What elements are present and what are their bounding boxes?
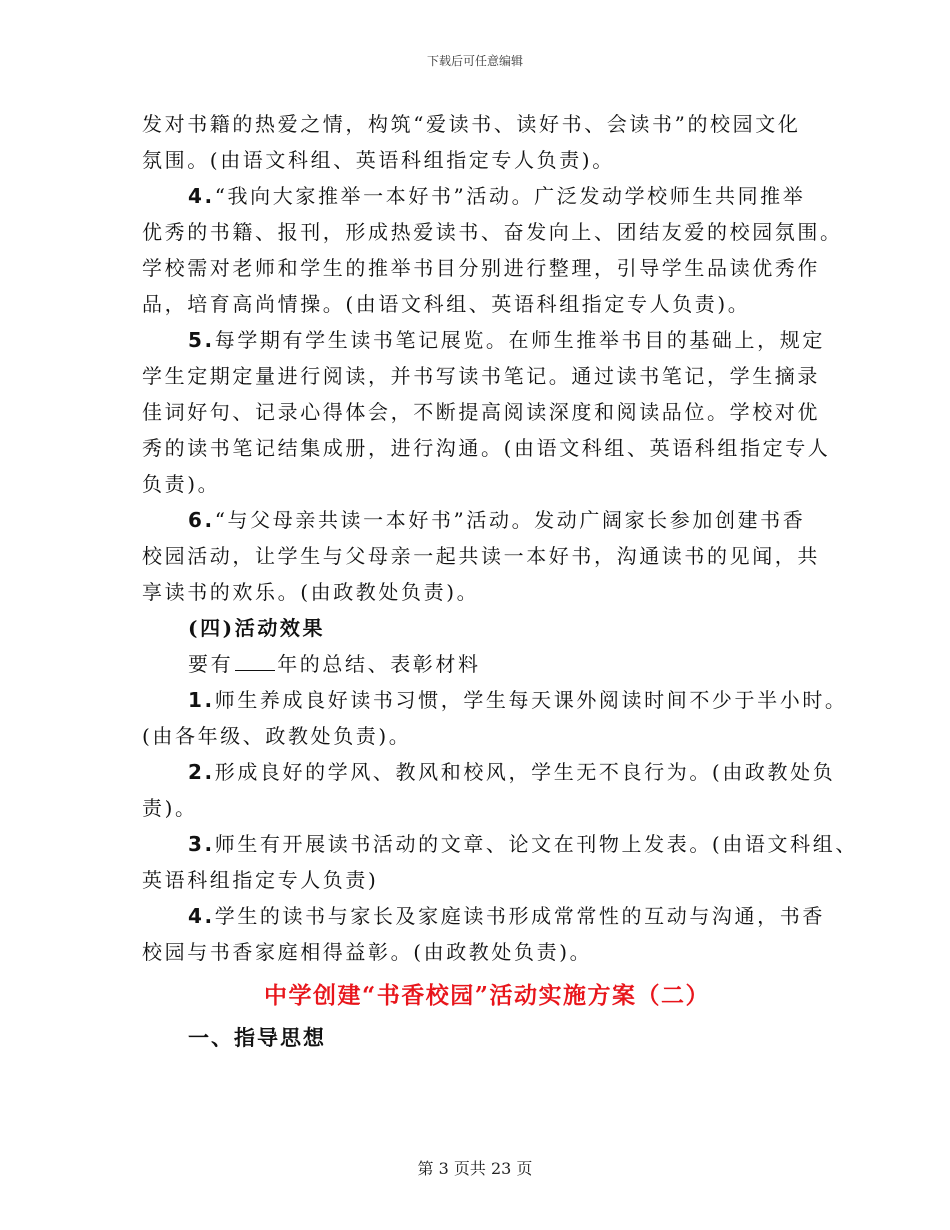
list-item-3 (142, 826, 858, 862)
text-line: 秀的读书笔记结集成册，进行沟通。(由语文科组、英语科组指定专人 (142, 436, 831, 460)
list-item-4 (142, 178, 832, 214)
item-text: 师生有开展读书活动的文章、论文在刊物上发表。(由语文科组、 (214, 832, 858, 856)
text-line: (由各年级、政教处负责)。 (142, 724, 412, 748)
text-line: 校园与书香家庭相得益彰。(由政教处负责)。 (142, 940, 593, 964)
page-footer: 第 3 页共 23 页 (417, 1159, 533, 1178)
text-fragment: 要有 (188, 652, 234, 676)
item-text: “我向大家推举一本好书”活动。广泛发动学校师生共同推举 (214, 184, 806, 208)
item-number: 4. (188, 904, 215, 928)
item-number: 6. (188, 508, 215, 532)
text-line: 优秀的书籍、报刊，形成热爱读书、奋发向上、团结友爱的校园氛围。 (142, 220, 843, 244)
item-number: 5. (188, 328, 215, 352)
list-item-6 (142, 502, 832, 538)
document-title: 中学创建“书香校园”活动实施方案（二） (264, 982, 710, 1009)
text-line: 负责)。 (142, 472, 221, 496)
fill-in-blank (235, 648, 275, 671)
item-text: “与父母亲共读一本好书”活动。发动广阔家长参加创建书香 (214, 508, 806, 532)
item-text: 形成良好的学风、教风和校风，学生无不良行为。(由政教处负 (214, 760, 836, 784)
text-line: 责)。 (142, 796, 198, 820)
text-line (142, 646, 832, 682)
list-item-1 (142, 682, 848, 718)
text-line: 学校需对老师和学生的推举书目分别进行整理，引导学生品读优秀作 (142, 256, 820, 280)
item-number: 4. (188, 184, 215, 208)
document-body (142, 106, 858, 1058)
item-text: 学生的读书与家长及家庭读书形成常常性的互动与沟通，书香 (214, 904, 825, 928)
text-line: 英语科组指定专人负责) (142, 868, 379, 892)
text-fragment: 年的总结、表彰材料 (277, 652, 481, 676)
item-number: 1. (188, 688, 215, 712)
text-line: 氛围。(由语文科组、英语科组指定专人负责)。 (142, 148, 615, 172)
text-line: 学生定期定量进行阅读，并书写读书笔记。通过读书笔记，学生摘录 (142, 364, 820, 388)
list-item-4b (142, 898, 832, 934)
item-number: 2. (188, 760, 215, 784)
text-line: 佳词好句、记录心得体会，不断提高阅读深度和阅读品位。学校对优 (142, 400, 820, 424)
section-heading: 一、指导思想 (188, 1025, 326, 1050)
list-item-2 (142, 754, 836, 790)
item-text: 每学期有学生读书笔记展览。在师生推举书目的基础上，规定 (214, 328, 825, 352)
text-line: 校园活动，让学生与父母亲一起共读一本好书，沟通读书的见闻，共 (142, 544, 820, 568)
text-line: 享读书的欢乐。(由政教处负责)。 (142, 580, 480, 604)
item-text: 师生养成良好读书习惯，学生每天课外阅读时间不少于半小时。 (214, 688, 848, 712)
text-line: 品，培育高尚情操。(由语文科组、英语科组指定专人负责)。 (142, 292, 751, 316)
list-item-5 (142, 322, 832, 358)
text-line: 发对书籍的热爱之情，构筑“爱读书、读好书、会读书”的校园文化 (142, 112, 801, 136)
page-header: 下载后可任意编辑 (426, 54, 523, 68)
item-number: 3. (188, 832, 215, 856)
subsection-heading: (四)活动效果 (188, 616, 326, 640)
